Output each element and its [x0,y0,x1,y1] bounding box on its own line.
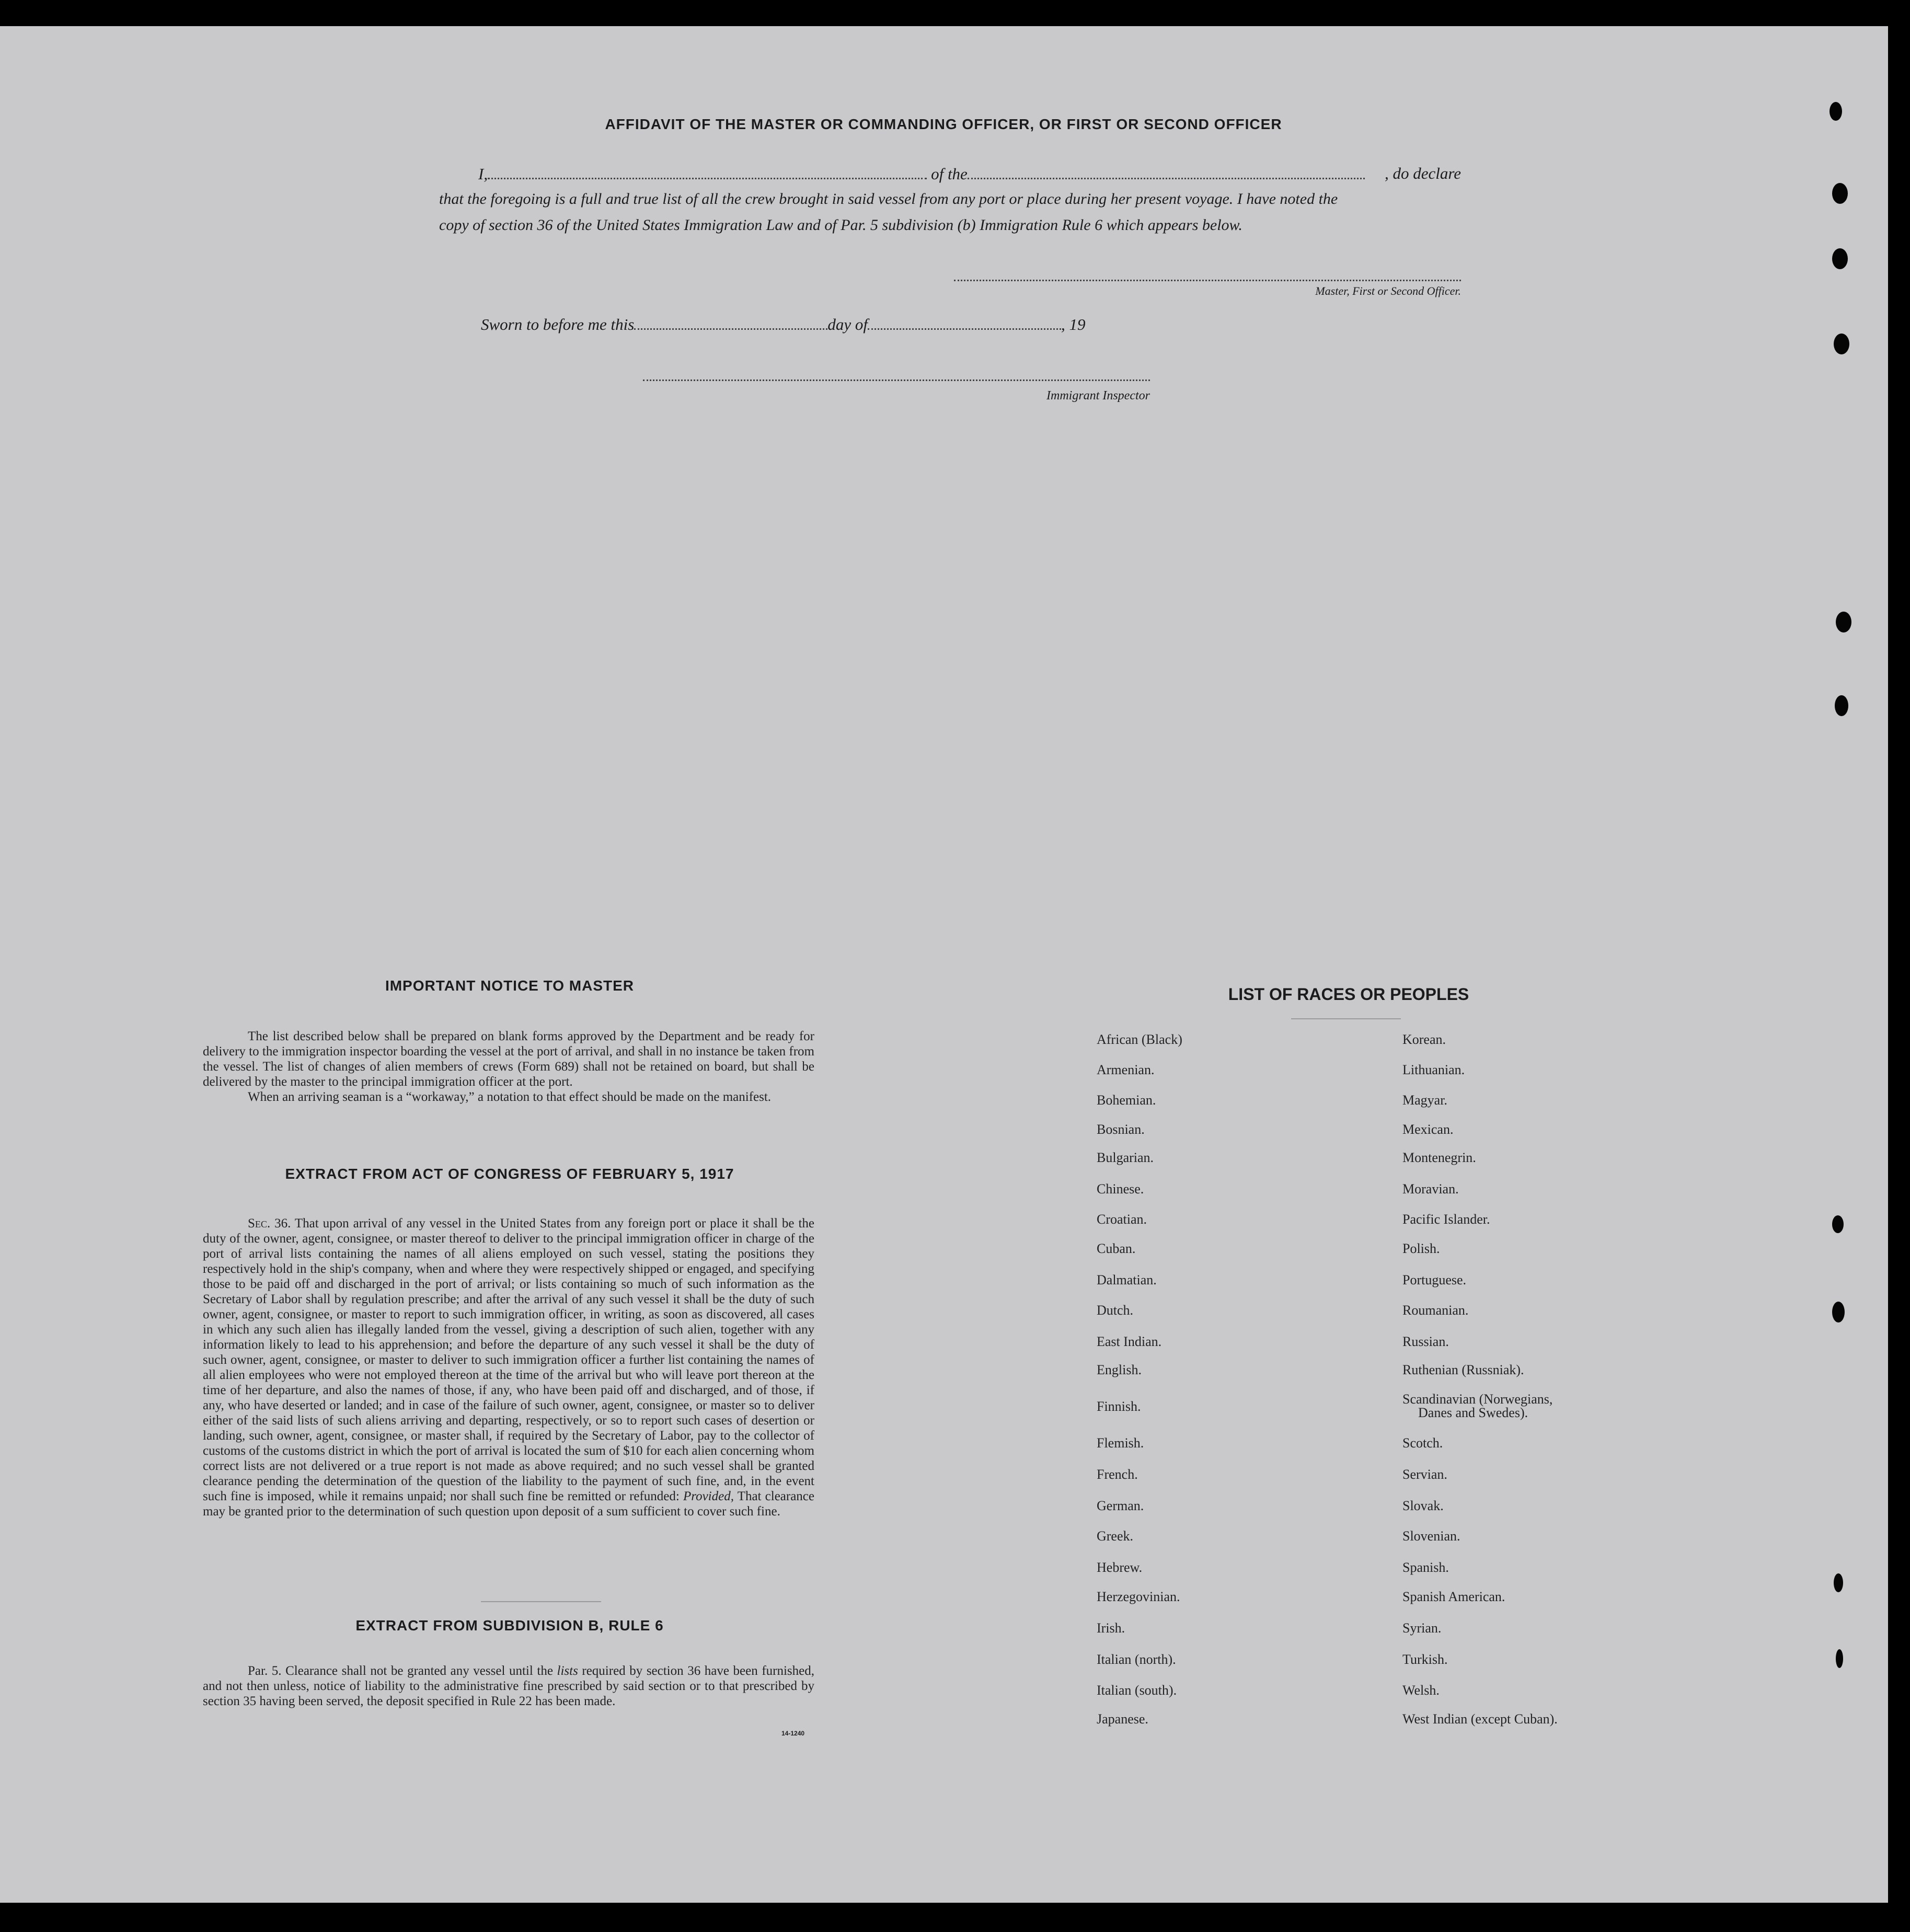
master-signature-line[interactable] [954,280,1461,281]
paragraph-5-text [203,1663,814,1709]
race-item: Polish. [1402,1241,1440,1256]
race-item: Russian. [1402,1334,1449,1349]
race-item: Lithuanian. [1402,1062,1465,1077]
race-item: Slovenian. [1402,1528,1460,1544]
race-item: Spanish. [1402,1560,1449,1575]
affidavit-title: AFFIDAVIT OF THE MASTER OR COMMANDING OFFICER, OR FIRST OR SECOND OFFICER [605,116,1282,132]
par5-text-b: required by section 36 have been furnished, and not then unless, notice of liability to the administrative fine prescribed by said section or to that prescribed by section 35 having been served, the deposit specified in Rule 22 has been made. [203,1664,814,1708]
race-item: Syrian. [1402,1620,1442,1636]
provided-label: Provided, [683,1489,734,1503]
race-item: Turkish. [1402,1652,1448,1667]
race-item: West Indian (except Cuban). [1402,1711,1558,1727]
race-item: Bohemian. [1097,1092,1156,1108]
rule-extract-body [203,1663,814,1709]
statement-line-2: copy of section 36 of the United States Immigration Law and of Par. 5 subdivision (b) Immigration Rule 6 which appears below. [439,216,1242,234]
of-the-label: of the [931,165,968,183]
section-36-text [203,1216,814,1519]
race-item: English. [1097,1362,1142,1377]
punch-hole [1832,1215,1844,1233]
punch-hole [1834,334,1849,354]
notice-title: IMPORTANT NOTICE TO MASTER [385,978,635,994]
sworn-line [481,315,1108,334]
race-item: German. [1097,1498,1144,1513]
race-item: Servian. [1402,1467,1447,1482]
race-item: Irish. [1097,1620,1125,1636]
rule-extract-title: EXTRACT FROM SUBDIVISION B, RULE 6 [355,1617,664,1634]
race-item: Bulgarian. [1097,1150,1154,1165]
punch-hole [1832,248,1848,269]
inspector-signature-line[interactable] [643,380,1150,381]
race-item: Scotch. [1402,1435,1443,1451]
sworn-label: Sworn to before me this [481,315,635,334]
name-blank[interactable] [488,164,927,179]
race-item: Japanese. [1097,1711,1148,1727]
race-item: Croatian. [1097,1212,1147,1227]
section-label: Sec. 36. [248,1216,291,1230]
race-item: Magyar. [1402,1092,1447,1108]
race-item: Flemish. [1097,1435,1144,1451]
race-item: Roumanian. [1402,1303,1469,1318]
act-extract-title: EXTRACT FROM ACT OF CONGRESS OF FEBRUARY 5, 1917 [285,1166,734,1182]
notice-paragraph-2: When an arriving seaman is a “workaway,” a notation to that effect should be made on the manifest. [248,1090,772,1104]
race-item: Armenian. [1097,1062,1155,1077]
act-extract-body [203,1216,814,1519]
race-item: Korean. [1402,1032,1446,1047]
race-item: East Indian. [1097,1334,1162,1349]
race-item: Dalmatian. [1097,1272,1157,1287]
race-item: Italian (north). [1097,1652,1176,1667]
punch-hole [1836,1649,1843,1668]
punch-hole [1832,183,1848,204]
do-declare-label: , do declare [1384,164,1461,182]
day-of-label: day of [827,315,868,334]
race-item: Bosnian. [1097,1122,1145,1137]
notice-body [203,1029,814,1105]
race-item: Pacific Islander. [1402,1212,1490,1227]
race-item: Spanish American. [1402,1589,1505,1604]
race-item: Dutch. [1097,1303,1134,1318]
section-36-end: That clearance may be granted prior to the determination of such question upon deposit of a sum sufficient to cover such fine. [203,1489,814,1519]
race-item: Portuguese. [1402,1272,1467,1287]
notice-paragraph-1: The list described below shall be prepared on blank forms approved by the Department and be ready for delivery to the immigration inspector boarding the vessel at the port of arrival, and shall in no instance be taken from the vessel. The list of changes of alien members of crews (Form 689) shall not be retained on board, but shall be delivered by the master to the principal immigration officer at the port. [203,1029,814,1089]
master-caption: Master, First or Second Officer. [1315,284,1461,297]
divider [481,1601,601,1602]
section-36-body: That upon arrival of any vessel in the United States from any foreign port or place it shall be the duty of the owner, agent, consignee, or master thereof to deliver to the principal immigration officer in charge of the port of arrival lists containing the names of all aliens employed on such vessel, stating the positions they respectively hold in the ship's company, when and where they were respectively shipped or engaged, and specifying those to be paid off and discharged in the port of arrival; or lists containing so much of such information as the Secretary of Labor shall by regulation prescribe; and after the arrival of any such vessel it shall be the duty of such owner, agent, consignee, or master to report to such immigration officer, in writing, as soon as discovered, all cases in which any such alien has illegally landed from the vessel, giving a description of such alien, together with any information likely to lead to his apprehension; and before the departure of any such vessel it shall be the duty of such owner, agent, consignee, or master to deliver to such immigration officer a further list containing the names of all alien employees who were not employed thereon at the time of the arrival but who will leave port thereon at the time of her departure, and also the names of those, if any, who have been paid off and discharged, and of those, if any, who have deserted or landed; and in case of the failure of such owner, agent, consignee, or master so to deliver either of the said lists of such aliens arriving and departing, respectively, or so to report such cases of desertion or landing, such owner, agent, consignee, or master shall, if required by the Secretary of Labor, pay to the collector of customs of the customs district in which the port of arrival is located the sum of $10 for each alien concerning whom correct lists are not delivered or a true report is not made as above required; and no such vessel shall be granted clearance pending the determination of the question of the liability to the payment of such fine, and, in the event such fine is imposed, while it remains unpaid; nor shall such fine be remitted or refunded: [203,1216,814,1503]
par5-text-a: Par. 5. Clearance shall not be granted any vessel until the [248,1664,553,1678]
year-label: , 19 [1061,315,1086,334]
race-item: Greek. [1097,1528,1134,1544]
race-item: Ruthenian (Russniak). [1402,1362,1524,1377]
sworn-month-blank[interactable] [868,315,1061,330]
document-page [0,26,1888,1903]
vessel-blank[interactable] [968,164,1365,179]
race-item: Montenegrin. [1402,1150,1476,1165]
race-item: Scandinavian (Norwegians, [1402,1392,1553,1407]
punch-hole [1835,695,1848,716]
punch-hole [1834,1573,1843,1592]
race-item: Hebrew. [1097,1560,1143,1575]
declaration-line [478,164,1461,183]
race-item: Welsh. [1402,1683,1440,1698]
races-title: LIST OF RACES OR PEOPLES [1228,985,1469,1004]
punch-hole [1832,1302,1845,1322]
race-item: Mexican. [1402,1122,1454,1137]
sworn-day-blank[interactable] [634,315,827,330]
statement-line-1: that the foregoing is a full and true list of all the crew brought in said vessel from any port or place during her present voyage. I have noted the [439,190,1338,208]
punch-hole [1830,102,1842,121]
race-item: Chinese. [1097,1181,1144,1197]
race-item: Herzegovinian. [1097,1589,1180,1604]
race-item: French. [1097,1467,1138,1482]
punch-hole [1836,612,1851,632]
race-item: Cuban. [1097,1241,1136,1256]
inspector-caption: Immigrant Inspector [1046,389,1150,402]
race-item: Slovak. [1402,1498,1444,1513]
i-label: I, [478,165,488,183]
form-number: 14-1240 [781,1730,805,1737]
lists-word: lists [557,1664,578,1678]
race-item: Moravian. [1402,1181,1459,1197]
race-item: Italian (south). [1097,1683,1177,1698]
race-item: African (Black) [1097,1032,1182,1047]
races-title-rule [1291,1018,1401,1019]
race-item: Finnish. [1097,1399,1141,1414]
race-item: Danes and Swedes). [1418,1405,1528,1420]
